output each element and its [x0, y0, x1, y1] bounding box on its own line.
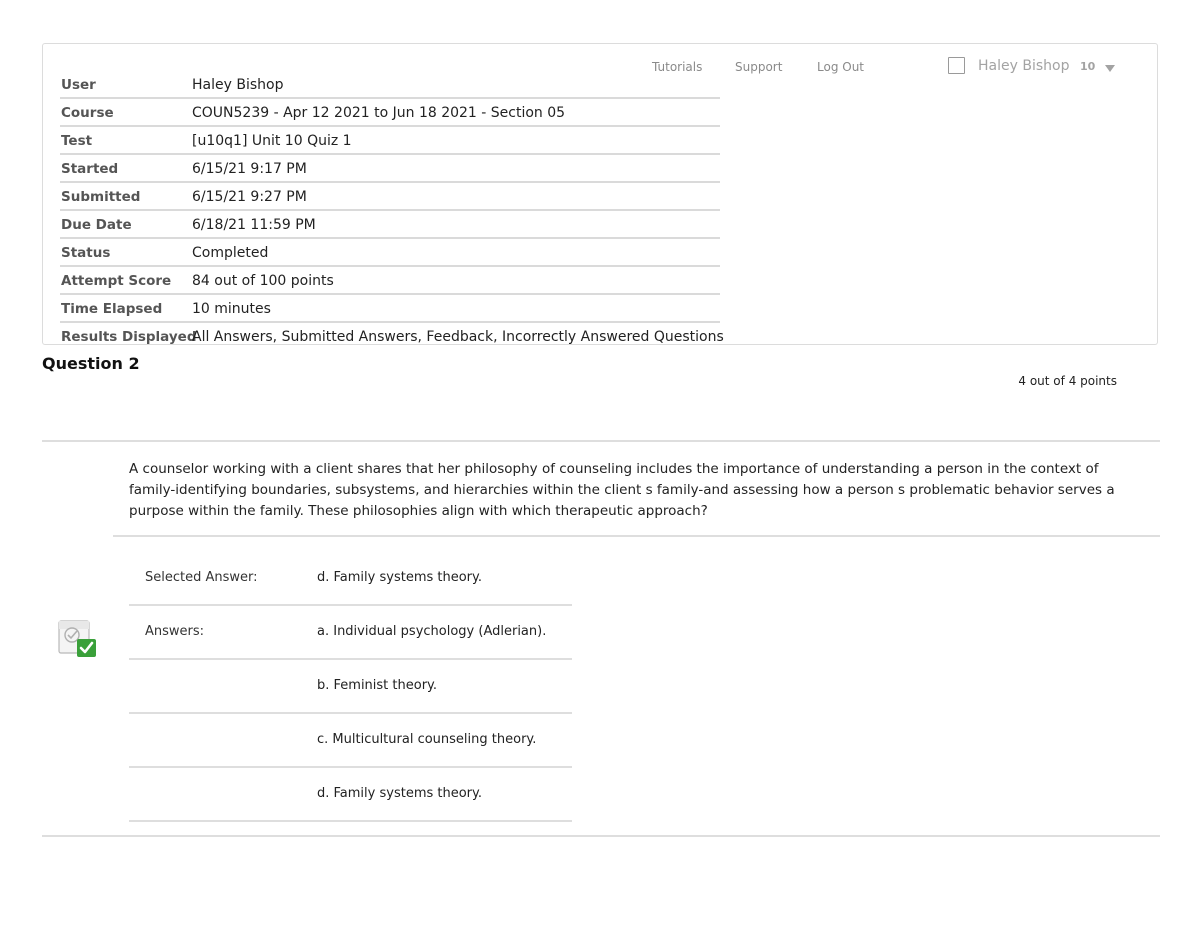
- info-label: Due Date: [61, 217, 132, 233]
- logout-link[interactable]: Log Out: [817, 60, 865, 74]
- question-text: A counselor working with a client shares that her philosophy of counseling includes the importance of understanding a person in the context of family-identifying boundaries, subsystems, and hierarchies within the client s family-and assessing how a person s problematic behavior serves a purpose within the family. These philosophies align with which therapeutic approach?: [129, 461, 1115, 519]
- answer-option-row: [129, 660, 572, 714]
- info-label: Attempt Score: [61, 273, 172, 289]
- info-label: User: [61, 77, 96, 93]
- info-row-time-elapsed: [60, 295, 720, 323]
- correct-check-icon: [58, 619, 98, 659]
- user-menu-name[interactable]: Haley Bishop: [978, 58, 1070, 74]
- answer-row-label: Selected Answer:: [145, 570, 258, 585]
- info-value: Haley Bishop: [192, 77, 284, 93]
- answer-row-value: c. Multicultural counseling theory.: [317, 732, 537, 747]
- info-value: All Answers, Submitted Answers, Feedback, Incorrectly Answered Questions: [192, 329, 724, 345]
- info-label: Status: [61, 245, 111, 261]
- info-value: 84 out of 100 points: [192, 273, 334, 289]
- info-value: 6/18/21 11:59 PM: [192, 217, 316, 233]
- answer-option-row: [129, 768, 572, 822]
- info-label: Course: [61, 105, 114, 121]
- info-row-attempt-score: [60, 267, 720, 295]
- answers-table: [129, 552, 572, 822]
- info-row-course: [60, 99, 720, 127]
- answer-row-value: b. Feminist theory.: [317, 678, 438, 693]
- question-text-divider: [113, 535, 1160, 537]
- answer-row-value: d. Family systems theory.: [317, 786, 482, 801]
- tutorials-link[interactable]: Tutorials: [652, 60, 703, 74]
- info-value: 6/15/21 9:17 PM: [192, 161, 307, 177]
- support-link[interactable]: Support: [735, 60, 783, 74]
- answer-row-label: Answers:: [145, 624, 205, 639]
- answer-row-value: a. Individual psychology (Adlerian).: [317, 624, 547, 639]
- info-row-user: [60, 71, 720, 99]
- info-label: Time Elapsed: [61, 301, 163, 317]
- info-row-started: [60, 155, 720, 183]
- question-divider-bottom: [42, 835, 1160, 837]
- info-value: COUN5239 - Apr 12 2021 to Jun 18 2021 - Section 05: [192, 105, 566, 121]
- info-value: 6/15/21 9:27 PM: [192, 189, 307, 205]
- info-value: 10 minutes: [192, 301, 271, 317]
- answer-row-value: d. Family systems theory.: [317, 570, 482, 585]
- user-menu-checkbox[interactable]: [948, 57, 965, 74]
- info-label: Results Displayed: [61, 329, 197, 345]
- info-value: Completed: [192, 245, 269, 261]
- info-row-test: [60, 127, 720, 155]
- info-label: Test: [61, 133, 93, 149]
- info-row-due-date: [60, 211, 720, 239]
- info-row-status: [60, 239, 720, 267]
- question-divider-top: [42, 440, 1160, 442]
- notification-badge[interactable]: 10: [1080, 60, 1096, 73]
- question-points: 4 out of 4 points: [1018, 374, 1117, 388]
- info-label: Started: [61, 161, 119, 177]
- chevron-down-icon[interactable]: [1105, 65, 1115, 72]
- info-label: Submitted: [61, 189, 141, 205]
- selected-answer-row: [129, 552, 572, 606]
- answer-option-row: [129, 606, 572, 660]
- info-value: [u10q1] Unit 10 Quiz 1: [192, 133, 352, 149]
- info-row-submitted: [60, 183, 720, 211]
- test-info-table: [60, 71, 724, 349]
- answer-option-row: [129, 714, 572, 768]
- info-row-results-displayed: [60, 323, 724, 349]
- question-title: Question 2: [42, 354, 140, 373]
